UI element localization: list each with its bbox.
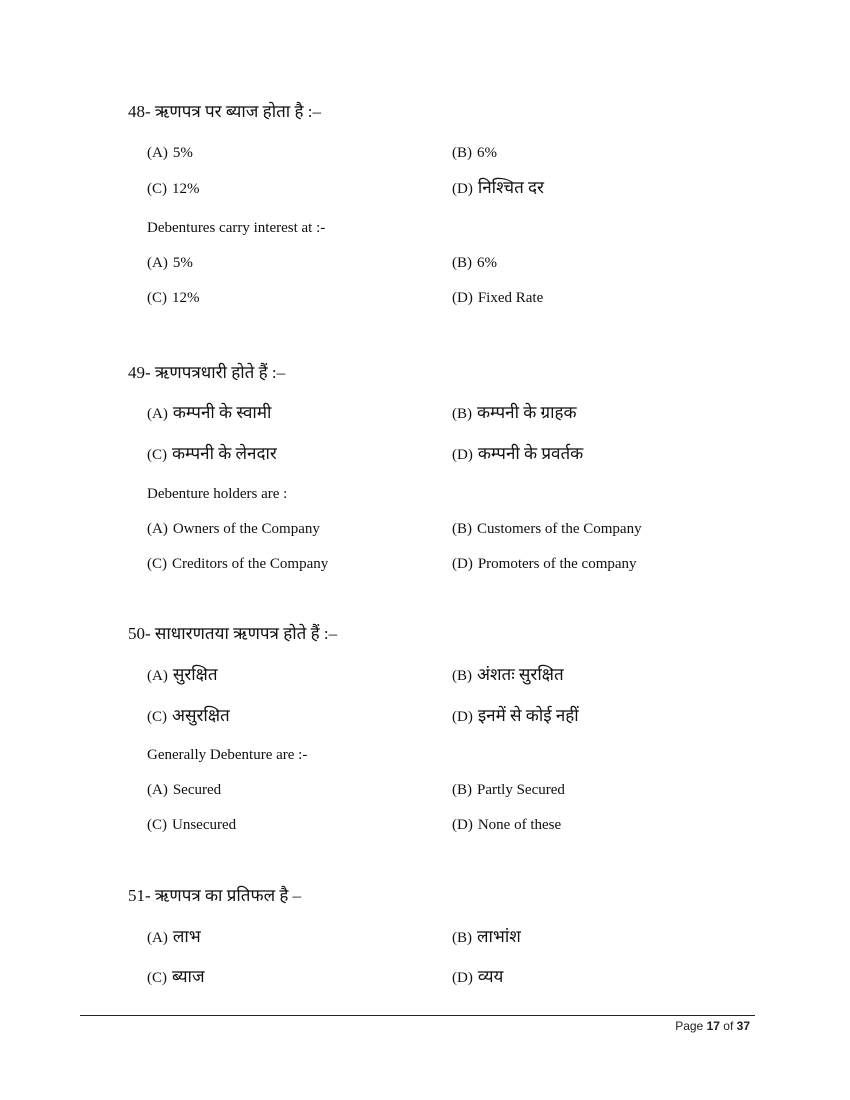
q48-en-option-d: (D) Fixed Rate	[452, 290, 544, 306]
q50-hi-option-c: (C) असुरक्षित	[147, 706, 230, 725]
q48-en-option-a: (A) 5%	[147, 255, 193, 271]
footer-page-word: Page	[675, 1019, 704, 1033]
question-48-title: 48- ऋणपत्र पर ब्याज होता है :–	[128, 102, 321, 121]
footer-page-number: 17	[706, 1019, 720, 1033]
footer-divider	[80, 1015, 755, 1016]
q48-hi-option-a: (A) 5%	[147, 145, 193, 161]
q48-en-option-c: (C) 12%	[147, 290, 200, 306]
page-footer	[675, 1019, 750, 1033]
footer-total-pages: 37	[736, 1019, 750, 1033]
q48-en-option-b: (B) 6%	[452, 255, 497, 271]
q49-english-question: Debenture holders are :	[147, 486, 288, 502]
q51-hi-option-b: (B) लाभांश	[452, 927, 521, 946]
q50-en-option-c: (C) Unsecured	[147, 817, 237, 833]
q48-hi-option-d: (D) निश्चित दर	[452, 178, 545, 197]
question-50-title: 50- साधारणतया ऋणपत्र होते हैं :–	[128, 624, 338, 643]
q50-en-option-d: (D) None of these	[452, 817, 562, 833]
q50-en-option-b: (B) Partly Secured	[452, 782, 565, 798]
q49-en-option-c: (C) Creditors of the Company	[147, 556, 329, 572]
question-51-title: 51- ऋणपत्र का प्रतिफल है –	[128, 886, 302, 905]
q48-hi-option-c: (C) 12%	[147, 181, 200, 197]
q50-english-question: Generally Debenture are :-	[147, 747, 308, 763]
q49-en-option-b: (B) Customers of the Company	[452, 521, 642, 537]
q50-en-option-a: (A) Secured	[147, 782, 222, 798]
q49-en-option-d: (D) Promoters of the company	[452, 556, 637, 572]
q50-hi-option-b: (B) अंशतः सुरक्षित	[452, 665, 564, 684]
q48-english-question: Debentures carry interest at :-	[147, 220, 326, 236]
q49-en-option-a: (A) Owners of the Company	[147, 521, 320, 537]
q51-hi-option-c: (C) ब्याज	[147, 967, 205, 986]
q49-hi-option-d: (D) कम्पनी के प्रवर्तक	[452, 444, 584, 463]
q51-hi-option-d: (D) व्यय	[452, 967, 504, 986]
q51-hi-option-a: (A) लाभ	[147, 927, 201, 946]
q49-hi-option-a: (A) कम्पनी के स्वामी	[147, 403, 272, 422]
q49-hi-option-c: (C) कम्पनी के लेनदार	[147, 444, 277, 463]
q50-hi-option-a: (A) सुरक्षित	[147, 665, 218, 684]
q50-hi-option-d: (D) इनमें से कोई नहीं	[452, 706, 579, 725]
q49-hi-option-b: (B) कम्पनी के ग्राहक	[452, 403, 577, 422]
footer-of-word: of	[723, 1019, 734, 1033]
question-49-title: 49- ऋणपत्रधारी होते हैं :–	[128, 363, 286, 382]
q48-hi-option-b: (B) 6%	[452, 145, 497, 161]
